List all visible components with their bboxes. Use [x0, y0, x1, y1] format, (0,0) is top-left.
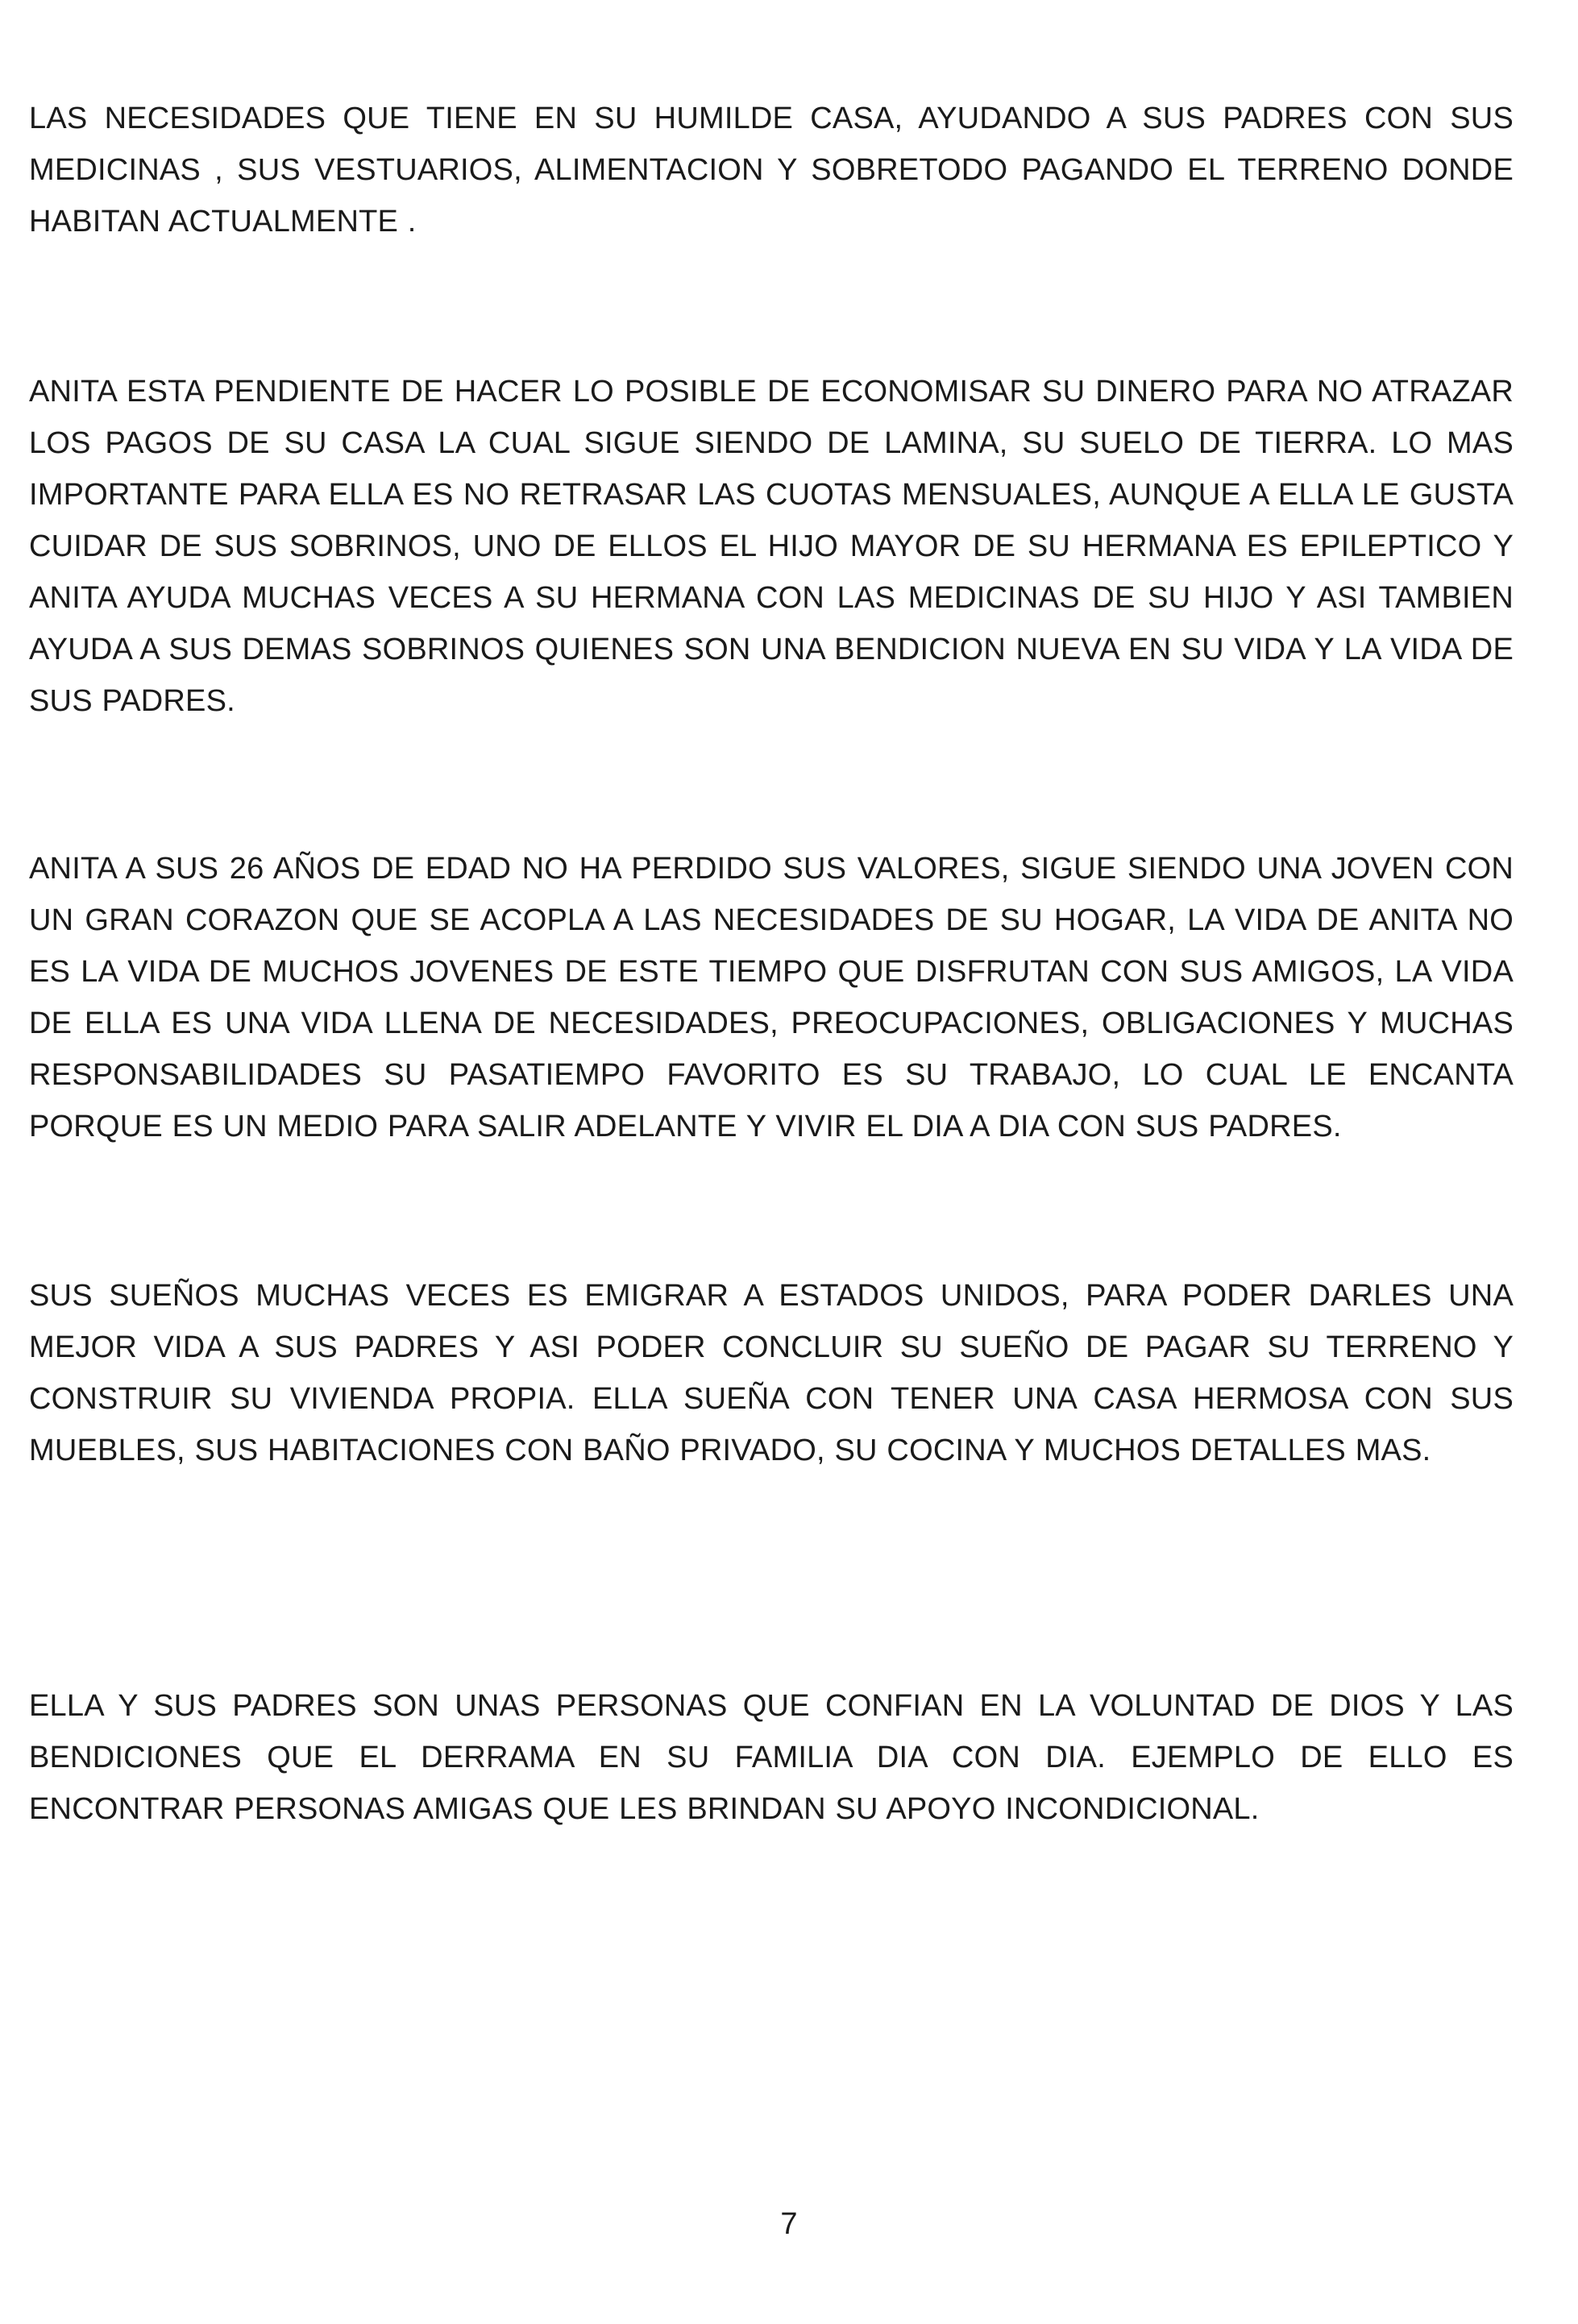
paragraph-4: SUS SUEÑOS MUCHAS VECES ES EMIGRAR A ESTADOS UNIDOS, PARA PODER DARLES UNA MEJOR VIDA A SUS PADRES Y ASI PODER CONCLUIR SU SUEÑO DE PAGAR SU TERRENO Y CONSTRUIR SU VIVIENDA PROPIA. ELLA SUEÑA CON TENER UNA CASA HERMOSA CON SUS MUEBLES, SUS HABITACIONES CON BAÑO PRIVADO, SU COCINA Y MUCHOS DETALLES MAS.	[29, 1279, 1514, 1467]
paragraph-5: ELLA Y SUS PADRES SON UNAS PERSONAS QUE CONFIAN EN LA VOLUNTAD DE DIOS Y LAS BENDICIONES QUE EL DERRAMA EN SU FAMILIA DIA CON DIA. EJEMPLO DE ELLO ES ENCONTRAR PERSONAS AMIGAS QUE LES BRINDAN SU APOYO INCONDICIONAL.	[29, 1689, 1514, 1826]
paragraph-1: LAS NECESIDADES QUE TIENE EN SU HUMILDE CASA, AYUDANDO A SUS PADRES CON SUS MEDICINAS , SUS VESTUARIOS, ALIMENTACION Y SOBRETODO PAGANDO EL TERRENO DONDE HABITAN ACTUALMENTE .	[29, 102, 1514, 239]
page-number: 7	[780, 2207, 798, 2241]
paragraph-2: ANITA ESTA PENDIENTE DE HACER LO POSIBLE DE ECONOMISAR SU DINERO PARA NO ATRAZAR LOS PAGOS DE SU CASA LA CUAL SIGUE SIENDO DE LAMINA, SU SUELO DE TIERRA. LO MAS IMPORTANTE PARA ELLA ES NO RETRASAR LAS CUOTAS MENSUALES, AUNQUE A ELLA LE GUSTA CUIDAR DE SUS SOBRINOS, UNO DE ELLOS EL HIJO MAYOR DE SU HERMANA ES EPILEPTICO Y ANITA AYUDA MUCHAS VECES A SU HERMANA CON LAS MEDICINAS DE SU HIJO Y ASI TAMBIEN AYUDA A SUS DEMAS SOBRINOS QUIENES SON UNA BENDICION NUEVA EN SU VIDA Y LA VIDA DE SUS PADRES.	[29, 375, 1514, 718]
paragraph-3: ANITA A SUS 26 AÑOS DE EDAD NO HA PERDIDO SUS VALORES, SIGUE SIENDO UNA JOVEN CON UN GRAN CORAZON QUE SE ACOPLA A LAS NECESIDADES DE SU HOGAR, LA VIDA DE ANITA NO ES LA VIDA DE MUCHOS JOVENES DE ESTE TIEMPO QUE DISFRUTAN CON SUS AMIGOS, LA VIDA DE ELLA ES UNA VIDA LLENA DE NECESIDADES, PREOCUPACIONES, OBLIGACIONES Y MUCHAS RESPONSABILIDADES SU PASATIEMPO FAVORITO ES SU TRABAJO, LO CUAL LE ENCANTA PORQUE ES UN MEDIO PARA SALIR ADELANTE Y VIVIR EL DIA A DIA CON SUS PADRES.	[29, 852, 1514, 1143]
